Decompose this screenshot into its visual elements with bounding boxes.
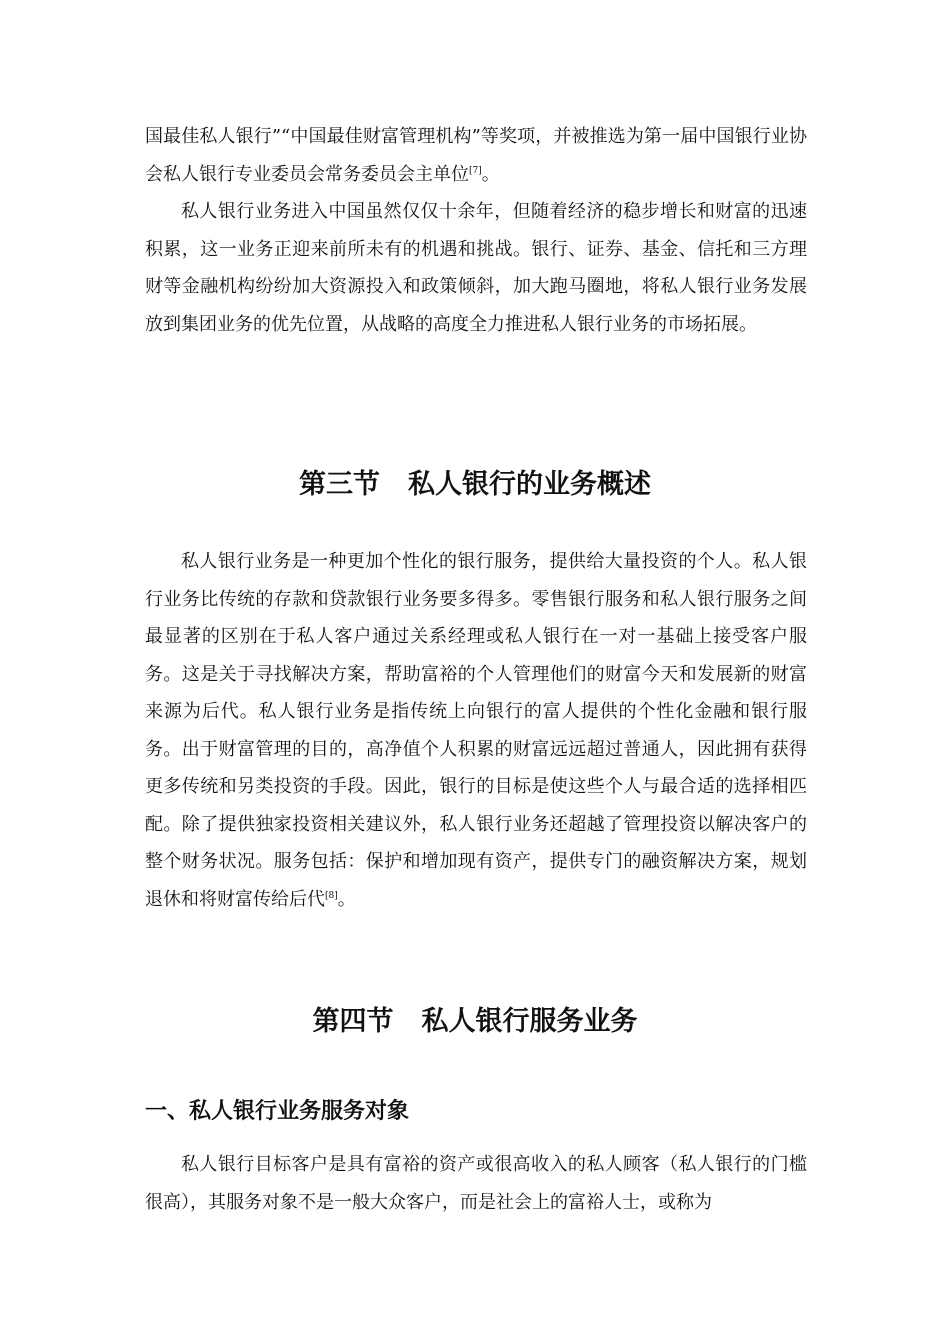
intro-paragraph-1 [145,118,807,193]
section-3-title: 私人银行的业务概述 [408,469,651,500]
section-4-number: 第四节 [312,1006,394,1037]
intro-text [145,118,807,343]
citation-7: [7] [469,165,482,176]
subsection-1-text [145,1146,807,1221]
section-3-paragraph-1-text: 私人银行业务是一种更加个性化的银行服务，提供给大量投资的个人。私人银行业务比传统的存款和贷款银行业务要多得多。零售银行服务和私人银行服务之间最显著的区别在于私人客户通过关系经理或私人银行在一对一基础上接受客户服务。这是关于寻找解决方案，帮助富裕的个人管理他们的财富今天和发展新的财富来源为后代。私人银行业务是指传统上向银行的富人提供的个性化金融和银行服务。出于财富管理的目的，高净值个人积累的财富远远超过普通人，因此拥有获得更多传统和另类投资的手段。因此，银行的目标是使这些个人与最合适的选择相匹配。除了提供独家投资相关建议外，私人银行业务还超越了管理投资以解决客户的整个财务状况。服务包括：保护和增加现有资产，提供专门的融资解决方案，规划退休和将财富传给后代 [145,551,807,910]
subsection-1-heading: 一、私人银行业务服务对象 [145,1099,410,1124]
section-4-title: 私人银行服务业务 [421,1006,638,1037]
intro-paragraph-1-text: 国最佳私人银行”“中国最佳财富管理机构”等奖项，并被推选为第一届中国银行业协会私人银行专业委员会常务委员会主单位 [145,126,807,185]
citation-8: [8] [325,890,338,901]
section-3-heading [0,465,950,505]
section-3-number: 第三节 [299,469,380,500]
section-3-paragraph-1 [145,543,807,918]
section-4-heading [0,1002,950,1042]
subsection-1-paragraph-1: 私人银行目标客户是具有富裕的资产或很高收入的私人顾客（私人银行的门槛很高），其服务对象不是一般大众客户，而是社会上的富裕人士，或称为 [145,1154,807,1213]
intro-paragraph-1-tail: 。 [481,163,500,185]
intro-paragraph-2: 私人银行业务进入中国虽然仅仅十余年，但随着经济的稳步增长和财富的迅速积累，这一业务正迎来前所未有的机遇和挑战。银行、证券、基金、信托和三方理财等金融机构纷纷加大资源投入和政策倾斜，加大跑马圈地，将私人银行业务发展放到集团业务的优先位置，从战略的高度全力推进私人银行业务的市场拓展。 [145,201,807,335]
section-3-paragraph-1-tail: 。 [337,888,356,910]
section-3-text [145,543,807,918]
